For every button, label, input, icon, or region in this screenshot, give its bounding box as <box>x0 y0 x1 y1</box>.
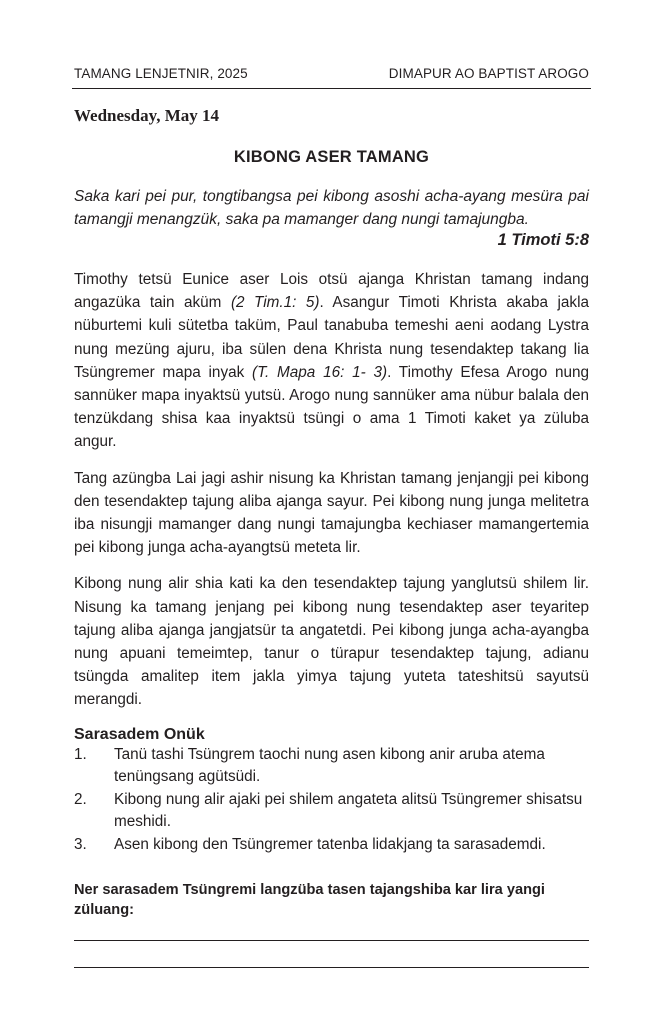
writing-line[interactable] <box>74 967 589 968</box>
scripture-citation: (T. Mapa 16: 1- 3) <box>252 363 388 381</box>
header-divider <box>72 88 591 89</box>
scripture-reference: 1 Timoti 5:8 <box>497 231 589 249</box>
paragraph-3: Kibong nung alir shia kati ka den tesendaktep tajung yanglutsü shilem lir. Nisung ka tamang jenjang pei kibong nung tesendaktep aser teyaritep tajung aliba ajanga jangjatsür ta angatetdi. Pei kibong junga acha-ayangba nung apuani temeimtep, tanur o türapur tesendaktep tajung, adianu tsüngda amalitep item jakla yimya tajung yuteta tateshitsü sayutsü merangdi. <box>74 575 589 709</box>
page-title: KIBONG ASER TAMANG <box>233 148 430 166</box>
list-item-number: 2. <box>74 790 87 808</box>
list-item <box>74 744 589 789</box>
reflection-heading: Sarasadem Onük <box>74 725 205 743</box>
list-item-text: Kibong nung alir ajaki pei shilem angateta alitsü Tsüngremer shisatsu meshidi. <box>114 790 583 831</box>
paragraph-1-text-e: . Timothy Efesa Arogo nung sannüker mapa inyaktsü yutsü. Arogo nung sannüker ama nübur balala den tenzükdang shisa kaa inyaktsü tsüngi o ama 1 Timoti kaket ya züluba angur. <box>74 363 590 451</box>
paragraph-1-text-a: Timothy tetsü Eunice aser Lois otsü ajanga Khristan tamang indang angazüka tain aküm <box>74 271 589 312</box>
devotional-content <box>74 106 589 968</box>
paragraph-1 <box>74 268 589 454</box>
paragraph-2: Tang azüngba Lai jagi ashir nisung ka Khristan tamang jenjangji pei kibong den tesendaktep tajung aliba ajanga sayur. Pei kibong nung junga melitetra iba nisungji mamanger dang nungi tamajungba kechiaser mamangertemia pei kibong junga acha-ayangtsü meteta lir. <box>74 469 589 557</box>
list-item <box>74 789 589 834</box>
scripture-citation: (2 Tim.1: 5) <box>230 294 320 312</box>
date-heading: Wednesday, May 14 <box>74 106 219 125</box>
list-item <box>74 834 589 857</box>
page-header <box>74 66 589 81</box>
list-item-text: Asen kibong den Tsüngremer tatenba lidakjang ta sarasademdi. <box>114 835 546 853</box>
paragraph-1-text-c: . Asangur Timoti Khrista akaba jakla nüburtemi kuli sütetba taküm, Paul tanabuba temeshi aeni aodang Lystra nung mezüng ajuru, iba sülen dena Khrista nung tesendaktep takang lia Tsüngremer mapa inyak <box>74 294 589 381</box>
list-item-number: 3. <box>74 835 87 853</box>
header-organization: DIMAPUR AO BAPTIST AROGO <box>388 66 589 81</box>
reflection-list <box>74 744 589 857</box>
list-item-number: 1. <box>74 745 87 763</box>
list-item-text: Tanü tashi Tsüngrem taochi nung asen kibong anir aruba atema tenüngsang agütsüdi. <box>114 745 545 786</box>
writing-line[interactable] <box>74 940 589 941</box>
scripture-verse: Saka kari pei pur, tongtibangsa pei kibong asoshi acha-ayang mesüra pai tamangji menangzük, saka pa mamanger dang nungi tamajungba. <box>74 188 589 228</box>
reflection-prompt: Ner sarasadem Tsüngremi langzüba tasen tajangshiba kar lira yangi züluang: <box>74 882 545 919</box>
header-publication: TAMANG LENJETNIR, 2025 <box>74 66 248 81</box>
